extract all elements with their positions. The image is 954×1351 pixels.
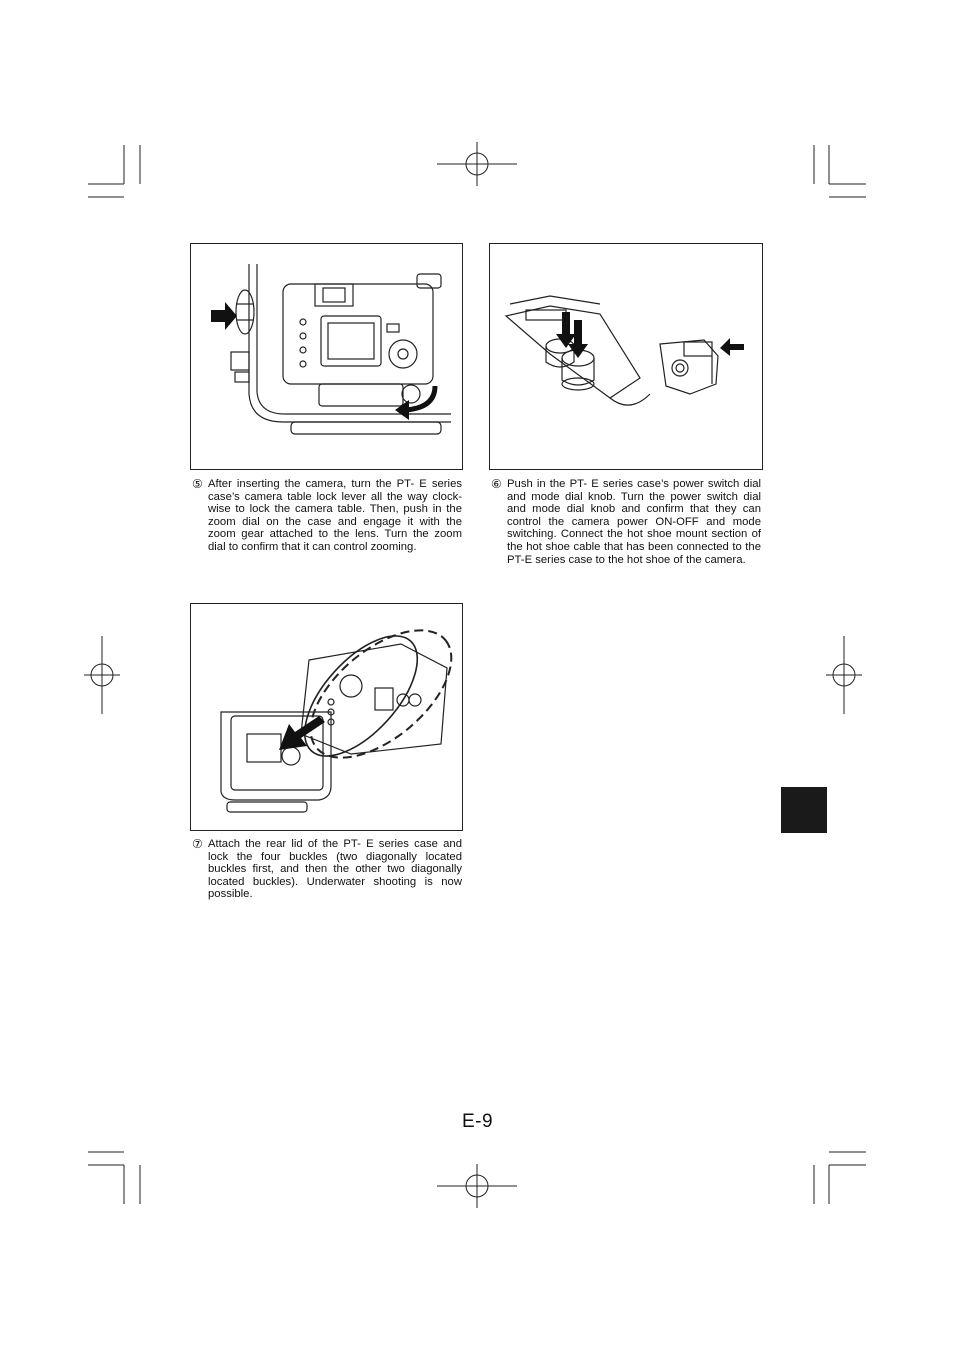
registration-target-right (826, 636, 862, 714)
registration-target-top (437, 142, 517, 186)
registration-target-bottom (437, 1164, 517, 1208)
step-5-number: ⑤ (192, 477, 203, 491)
step-6-number: ⑥ (491, 477, 502, 491)
figure-step-6 (489, 243, 763, 470)
section-tab (781, 787, 827, 833)
step-6-caption (491, 478, 761, 566)
step-7-text: Attach the rear lid of the PT- E series case and lock the four buckles (two diagonally located buckles first, and then the other two diagonally located buckles). Underwater shooting is now possible. (208, 838, 462, 901)
figure-step-5 (190, 243, 463, 470)
rear-lid-illustration (191, 604, 464, 832)
registration-target-left (84, 636, 120, 714)
power-dial-and-hot-shoe-illustration (490, 244, 764, 471)
page-number: E-9 (462, 1111, 494, 1132)
step-7-number: ⑦ (192, 837, 203, 851)
camera-in-case-illustration (191, 244, 464, 471)
step-5-caption (192, 478, 462, 554)
step-6-text: Push in the PT- E series case’s power switch dial and mode dial knob. Turn the power switch dial and mode dial knob and confirm that they can control the camera power ON-OFF and mode switching. Connect the hot shoe mount section of the hot shoe cable that has been connected to the PT-E series case to the hot shoe of the camera. (507, 478, 761, 566)
step-7-caption (192, 838, 462, 901)
figure-step-7 (190, 603, 463, 831)
step-5-text: After inserting the camera, turn the PT- E series case’s camera table lock lever all the way clock-wise to lock the camera table. Then, push in the zoom dial on the case and engage it with the zoom gear attached to the lens. Turn the zoom dial to confirm that it can control zooming. (208, 478, 462, 553)
